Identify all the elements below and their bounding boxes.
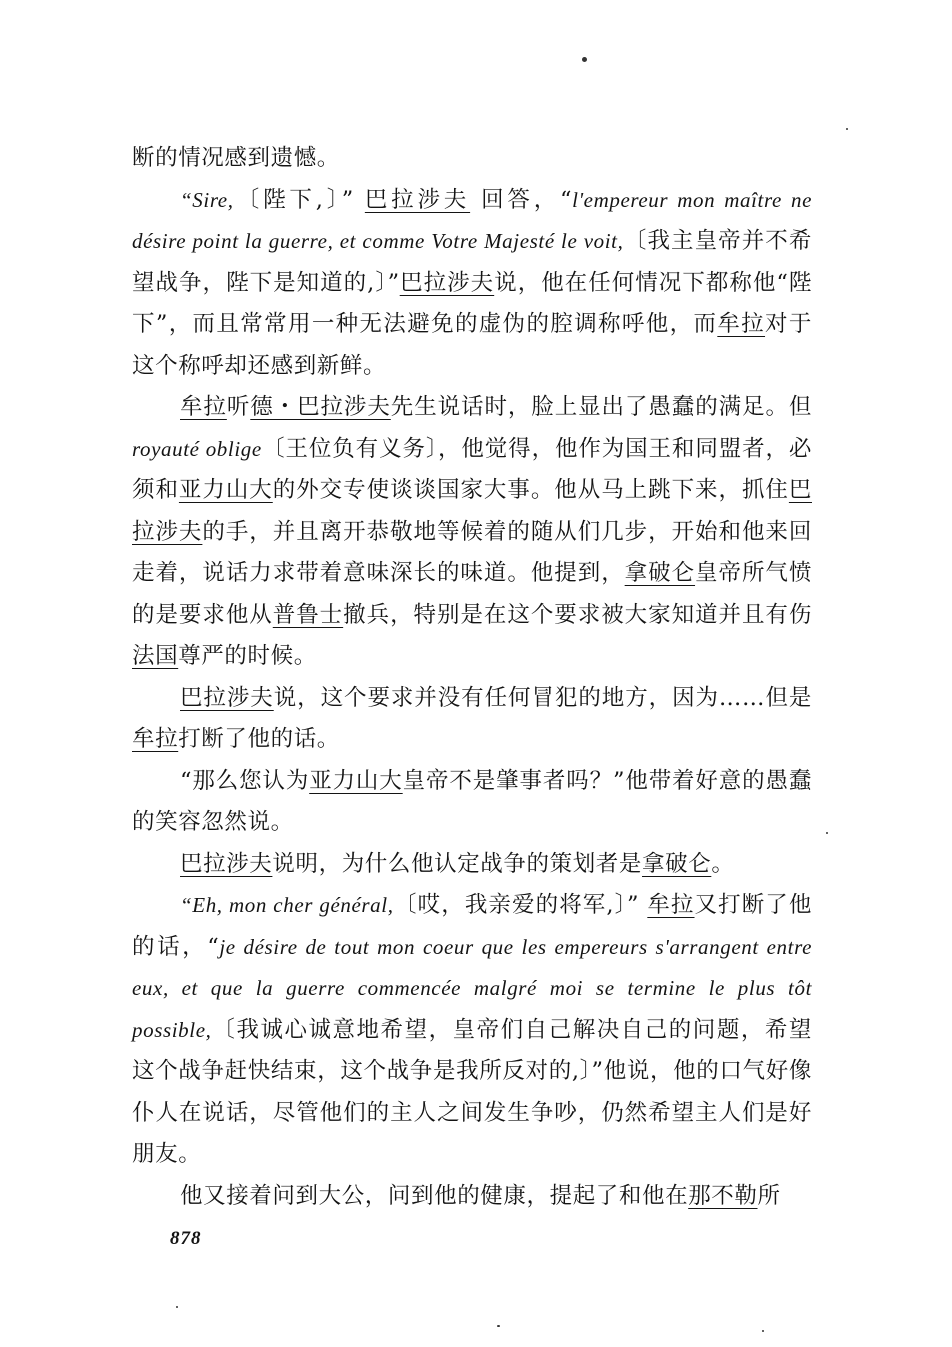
text-run: 他又接着问到大公，问到他的健康，提起了和他在 [180,1182,689,1209]
scan-speck [826,832,828,834]
text-run: 听 [226,394,251,420]
underlined-name: 德・巴拉涉夫 [250,394,391,420]
underlined-name: 巴拉涉夫 [180,684,274,711]
text-run: 打断了他的话。 [178,726,340,752]
underlined-name: 牟拉 [717,311,766,337]
underlined-name: 拿破仑 [624,560,696,586]
text-run: 皇帝所气愤的是要求他从 [132,560,812,628]
paragraph [132,844,812,886]
underlined-name: 巴拉涉夫 [364,186,471,213]
text-run: 的外交专使谈谈国家大事。他从马上跳下来，抓住 [272,477,789,503]
underlined-name: 巴拉涉夫 [180,850,273,877]
scan-speck [762,1330,764,1332]
page-number: 878 [170,1228,202,1249]
scan-speck [497,1325,500,1327]
underlined-name: 法国 [132,643,179,669]
text-run: 说，这个要求并没有任何冒犯的地方，因为……但是 [273,684,812,711]
underlined-name: 巴拉涉夫 [132,477,812,545]
text-run: “那么您认为 [180,767,310,794]
text-run: 说，他在任何情况下都称他“陛下”，而且常常用一种无法避免的虚伪的腔调称呼他，而 [132,269,812,337]
text-run: 皇帝不是肇事者吗？”他带着好意的愚蠢的笑容忽然说。 [132,767,812,835]
text-run: 回答，“ [470,186,573,213]
underlined-name: 牟拉 [647,892,695,918]
paragraph [132,761,812,844]
underlined-name: 牟拉 [180,394,227,420]
paragraph [132,885,812,1176]
text-run: 所 [757,1182,781,1209]
body-text [132,138,812,1217]
french-phrase: “Sire, [180,187,234,212]
text-run: 〔哎，我亲爱的将军,〕” [393,892,648,918]
paragraph [132,180,812,388]
underlined-name: 亚力山大 [309,767,403,794]
scan-speck [176,1306,178,1308]
underlined-name: 普鲁士 [272,601,344,628]
text-run: 又打断了他的话，“ [132,892,812,960]
french-phrase: je désire de tout mon coeur que les empereurs s'arrangent entre eux, et que la guerre commencée malgré moi se termine le plus tôt possible, [132,934,813,1042]
scan-speck [582,57,587,62]
text-run: 〔我主皇帝并不希望战争，陛下是知道的,〕” [132,228,812,296]
underlined-name: 那不勒 [688,1182,758,1209]
scan-speck [846,128,848,130]
text-run: 撤兵，特别是在这个要求被大家知道并且有伤 [343,601,812,628]
text-run: 断的情况感到遗憾。 [132,145,340,171]
french-phrase: “Eh, mon cher général, [180,893,394,917]
paragraph [132,1176,812,1218]
text-run: 对于这个称呼却还感到新鲜。 [132,311,813,379]
paragraph [132,387,812,678]
text-run: 。 [711,850,735,877]
text-run: 的手，并且离开恭敬地等候着的随从们几步，开始和他来回走着，说话力求带着意味深长的味道。他提到， [132,518,812,586]
underlined-name: 拿破仑 [642,850,712,877]
paragraph [132,138,812,180]
underlined-name: 牟拉 [132,726,179,752]
text-run: 〔我诚心诚意地希望，皇帝们自己解决自己的问题，希望这个战争赶快结束，这个战争是我所反对的,〕”他说，他的口气好像仆人在说话，尽管他们的主人之间发生争吵，仍然希望主人们是好朋友。 [132,1016,812,1167]
text-run: 〔王位负有义务〕，他觉得，他作为国王和同盟者，必须和 [132,435,812,503]
paragraph [132,678,812,761]
text-run: 尊严的时候。 [178,643,317,669]
french-phrase: l'empereur mon maître ne désire point la guerre, et comme Votre Majesté le voit, [132,187,812,253]
underlined-name: 亚力山大 [178,477,273,503]
french-phrase: royauté oblige [132,436,262,461]
text-run: 〔陛下,〕” [233,186,365,213]
underlined-name: 巴拉涉夫 [399,269,495,296]
text-run: 先生说话时，脸上显出了愚蠢的满足。但 [390,394,812,420]
text-run: 说明，为什么他认定战争的策划者是 [272,850,643,877]
